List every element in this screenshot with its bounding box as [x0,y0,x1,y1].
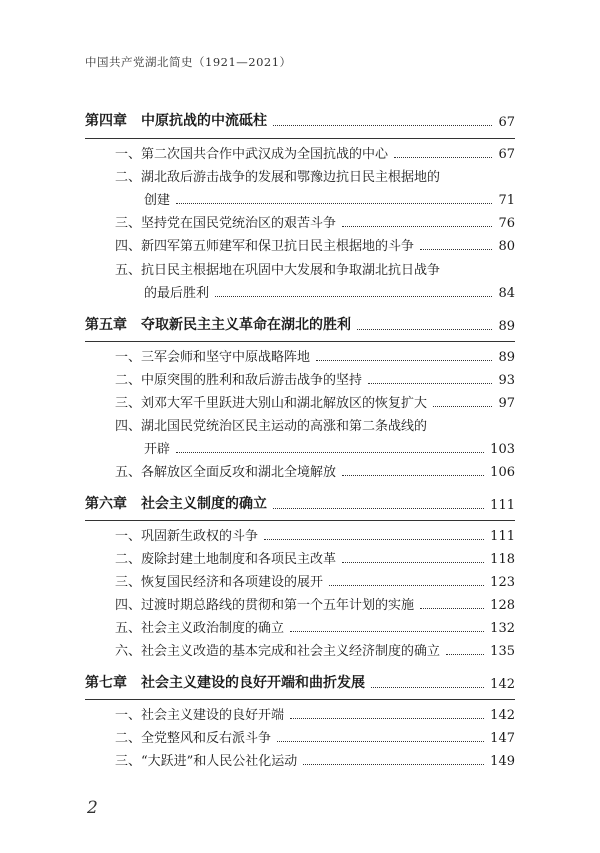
section-entry[interactable] [115,525,515,544]
dot-leader [433,406,492,407]
page-number: 89 [498,350,515,365]
dot-leader [329,585,484,586]
section-title[interactable]: 五、抗日民主根据地在巩固中大发展和争取湖北抗日战争 [115,263,441,278]
section-entry[interactable] [115,235,515,254]
dot-leader [176,452,484,453]
page-number: 76 [498,216,515,231]
dot-leader [215,296,492,297]
section-entry-continued[interactable] [144,438,515,457]
chapter-5-entry[interactable] [85,314,515,334]
chapter-divider [85,520,515,521]
dot-leader [342,475,484,476]
page-number: 93 [498,373,515,388]
section-entry[interactable] [115,346,515,365]
section-entry[interactable] [115,640,515,659]
section-title: 一、第二次国共合作中武汉成为全国抗战的中心 [115,147,389,162]
page-number: 135 [490,644,515,659]
section-title: 二、全党整风和反右派斗争 [115,731,272,746]
section-title[interactable]: 四、湖北国民党统治区民主运动的高涨和第二条战线的 [115,419,428,434]
section-title: 一、三军会师和坚守中原战略阵地 [115,350,311,365]
section-title: 六、社会主义改造的基本完成和社会主义经济制度的确立 [115,644,441,659]
page-number: 111 [490,529,515,544]
chapter-6-entry[interactable] [85,493,515,513]
dot-leader [273,125,492,126]
section-title-continued: 的最后胜利 [144,286,210,301]
page-number: 132 [490,621,515,636]
dot-leader [316,360,492,361]
page-number: 71 [498,193,515,208]
page-number: 67 [498,115,515,130]
chapter-title: 夺取新民主主义革命在湖北的胜利 [141,317,351,333]
page-number: 84 [498,286,515,301]
section-entry[interactable] [115,369,515,388]
page-number: 123 [490,575,515,590]
chapter-divider [85,138,515,139]
page-number: 118 [490,552,515,567]
page-number: 67 [498,147,515,162]
section-entry-continued[interactable] [144,282,515,301]
dot-leader [446,654,484,655]
dot-leader [357,329,492,330]
chapter-number: 第四章 [85,113,127,129]
section-title-continued: 开辟 [144,442,171,457]
running-head: 中国共产党湖北简史（1921—2021） [85,55,292,69]
chapter-number: 第五章 [85,317,127,333]
page-number: 80 [498,239,515,254]
dot-leader [290,718,484,719]
section-title[interactable]: 二、湖北敌后游击战争的发展和鄂豫边抗日民主根据地的 [115,170,441,185]
chapter-title: 社会主义制度的确立 [141,496,267,512]
section-entry[interactable] [115,704,515,723]
section-title: 一、巩固新生政权的斗争 [115,529,259,544]
section-entry-continued[interactable] [144,189,515,208]
section-title: 二、中原突围的胜利和敌后游击战争的坚持 [115,373,363,388]
dot-leader [420,249,492,250]
section-title: 三、“大跃进”和人民公社化运动 [115,754,298,769]
section-title-continued: 创建 [144,193,171,208]
chapter-4-entry[interactable] [85,110,515,130]
chapter-7-entry[interactable] [85,672,515,692]
section-entry[interactable] [115,571,515,590]
dot-leader [342,226,492,227]
chapter-divider [85,699,515,700]
page-number: 97 [498,396,515,411]
page-number: 111 [490,498,515,513]
section-title: 五、社会主义政治制度的确立 [115,621,285,636]
dot-leader [368,383,492,384]
section-title: 三、刘邓大军千里跃进大别山和湖北解放区的恢复扩大 [115,396,428,411]
section-entry[interactable] [115,392,515,411]
page-number: 89 [498,319,515,334]
dot-leader [371,687,484,688]
chapter-number: 第六章 [85,496,127,512]
dot-leader [342,562,484,563]
chapter-title: 中原抗战的中流砥柱 [141,113,267,129]
section-title: 一、社会主义建设的良好开端 [115,708,285,723]
dot-leader [176,203,492,204]
chapter-title: 社会主义建设的良好开端和曲折发展 [141,675,365,691]
section-entry[interactable] [115,548,515,567]
dot-leader [273,508,484,509]
section-title: 四、新四军第五师建军和保卫抗日民主根据地的斗争 [115,239,415,254]
page-number: 142 [490,708,515,723]
page-folio: 2 [87,798,98,818]
section-title: 三、恢复国民经济和各项建设的展开 [115,575,324,590]
page-number: 149 [490,754,515,769]
dot-leader [264,539,484,540]
chapter-divider [85,341,515,342]
page-number: 103 [490,442,515,457]
section-title: 四、过渡时期总路线的贯彻和第一个五年计划的实施 [115,598,415,613]
page-number: 106 [490,465,515,480]
section-entry[interactable] [115,212,515,231]
dot-leader [277,741,484,742]
section-entry[interactable] [115,594,515,613]
dot-leader [394,157,492,158]
page-number: 128 [490,598,515,613]
dot-leader [290,631,484,632]
section-title: 五、各解放区全面反攻和湖北全境解放 [115,465,337,480]
dot-leader [303,764,484,765]
page-number: 147 [490,731,515,746]
chapter-number: 第七章 [85,675,127,691]
section-entry[interactable] [115,750,515,769]
section-entry[interactable] [115,143,515,162]
section-entry[interactable] [115,617,515,636]
section-title: 三、坚持党在国民党统治区的艰苦斗争 [115,216,337,231]
page-number: 142 [490,677,515,692]
section-title: 二、废除封建土地制度和各项民主改革 [115,552,337,567]
section-entry[interactable] [115,727,515,746]
dot-leader [420,608,484,609]
section-entry[interactable] [115,461,515,480]
